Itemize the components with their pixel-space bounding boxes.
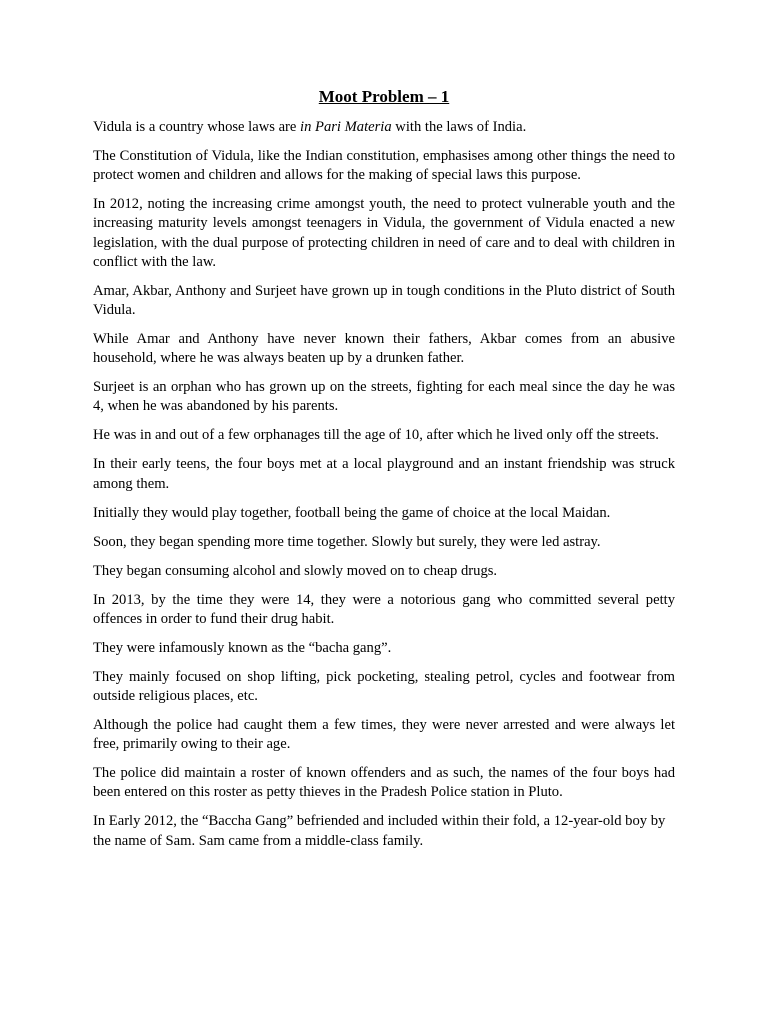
- paragraph-intro: [93, 118, 675, 137]
- paragraph: Surjeet is an orphan who has grown up on the streets, fighting for each meal since the day he was 4, when he was abandoned by his parents.: [93, 379, 675, 415]
- paragraph: The police did maintain a roster of known offenders and as such, the names of the four boys had been entered on this roster as petty thieves in the Pradesh Police station in Pluto.: [93, 765, 675, 801]
- paragraph-intro-text: Vidula is a country whose laws are: [93, 119, 301, 135]
- document-title: Moot Problem – 1: [318, 87, 450, 106]
- paragraph: Soon, they began spending more time together. Slowly but surely, they were led astray.: [93, 533, 601, 550]
- paragraph: While Amar and Anthony have never known their fathers, Akbar comes from an abusive household, where he was always beaten up by a drunken father.: [93, 331, 675, 367]
- paragraph: They began consuming alcohol and slowly moved on to cheap drugs.: [93, 562, 498, 579]
- paragraph: In Early 2012, the “Baccha Gang” befriended and included within their fold, a 12-year-old boy by the name of Sam. Sam came from a middle-class family.: [93, 813, 666, 849]
- paragraph: The Constitution of Vidula, like the Indian constitution, emphasises among other things the need to protect women and children and allows for the making of special laws this purpose.: [93, 148, 675, 184]
- paragraph: Initially they would play together, football being the game of choice at the local Maidan.: [93, 504, 611, 521]
- paragraph: In 2013, by the time they were 14, they were a notorious gang who committed several petty offences in order to fund their drug habit.: [93, 591, 675, 627]
- paragraph: In their early teens, the four boys met at a local playground and an instant friendship was struck among them.: [93, 456, 675, 492]
- paragraph: In 2012, noting the increasing crime amongst youth, the need to protect vulnerable youth and the increasing maturity levels amongst teenagers in Vidula, the government of Vidula enacted a new legislation, with the dual purpose of protecting children in need of care and to deal with children in conflict with the law.: [93, 196, 675, 270]
- paragraph: Although the police had caught them a few times, they were never arrested and were always let free, primarily owing to their age.: [93, 717, 675, 753]
- paragraph: He was in and out of a few orphanages till the age of 10, after which he lived only off the streets.: [93, 427, 659, 444]
- paragraph: They were infamously known as the “bacha gang”.: [93, 639, 392, 656]
- paragraph: They mainly focused on shop lifting, pick pocketing, stealing petrol, cycles and footwear from outside religious places, etc.: [93, 668, 675, 705]
- paragraph: Amar, Akbar, Anthony and Surjeet have grown up in tough conditions in the Pluto district of South Vidula.: [93, 282, 675, 319]
- paragraph-intro-tail: with the laws of India.: [391, 119, 527, 135]
- document-page: [93, 86, 675, 861]
- italic-term: in Pari Materia: [300, 119, 392, 135]
